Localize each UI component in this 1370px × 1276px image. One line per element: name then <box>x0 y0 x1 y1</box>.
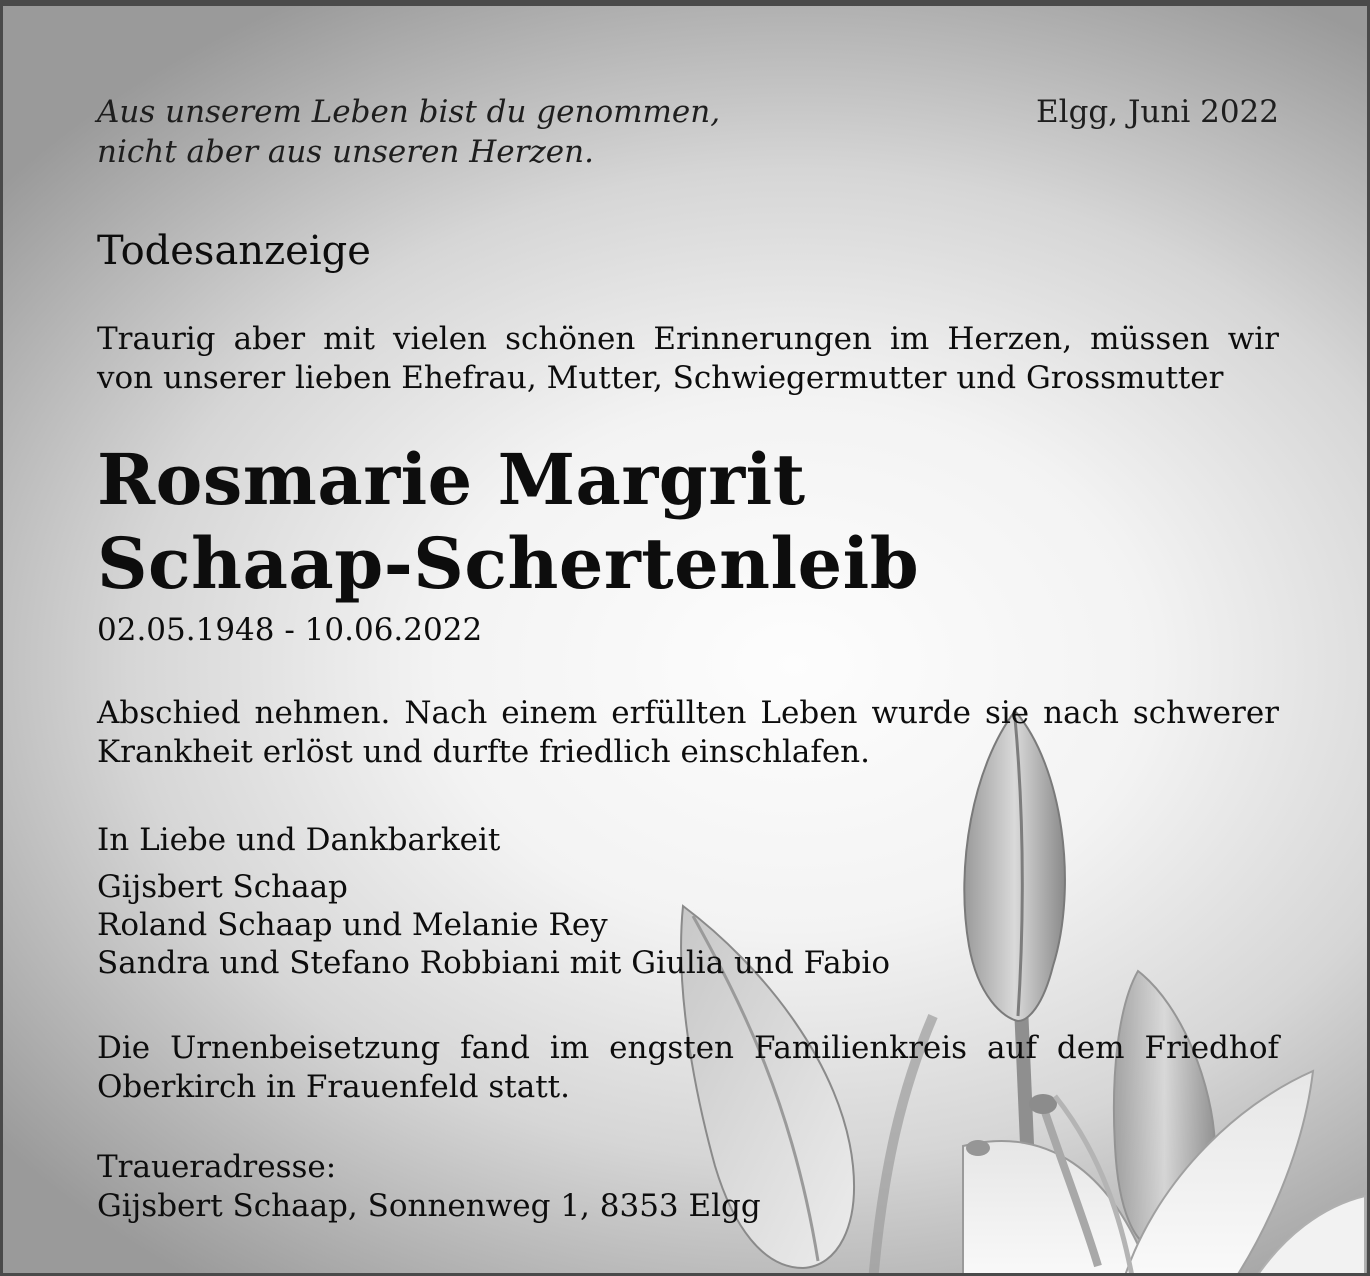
burial-line-2: Oberkirch in Frauenfeld statt. <box>97 1069 570 1105</box>
address-value: Gijsbert Schaap, Sonnenweg 1, 8353 Elgg <box>97 1188 761 1224</box>
intro-paragraph <box>97 320 1279 398</box>
mourners-list <box>97 868 890 982</box>
burial-paragraph <box>97 1029 1279 1107</box>
announcement-paragraph <box>97 694 1279 772</box>
mourner-name: Roland Schaap und Melanie Rey <box>97 907 608 943</box>
announcement-line-1: Abschied nehmen. Nach einem erfüllten Leben wurde sie nach schwerer <box>97 695 1279 731</box>
notice-heading: Todesanzeige <box>97 228 371 274</box>
announcement-line-2: Krankheit erlöst und durfte friedlich einschlafen. <box>97 734 871 770</box>
motto-quote <box>97 92 720 172</box>
motto-line-1: Aus unserem Leben bist du genommen, <box>97 94 721 130</box>
intro-line-2: von unserer lieben Ehefrau, Mutter, Schwiegermutter und Grossmutter <box>97 360 1224 396</box>
life-dates: 02.05.1948 - 10.06.2022 <box>97 612 483 648</box>
deceased-name <box>97 438 919 606</box>
mourner-name: Gijsbert Schaap <box>97 869 348 905</box>
mourning-address <box>97 1148 761 1226</box>
mourner-name: Sandra und Stefano Robbiani mit Giulia und Fabio <box>97 945 890 981</box>
address-label: Traueradresse: <box>97 1149 337 1185</box>
deceased-name-line-2: Schaap-Schertenleib <box>97 522 920 605</box>
place-date: Elgg, Juni 2022 <box>1036 94 1279 130</box>
intro-line-1: Traurig aber mit vielen schönen Erinnerungen im Herzen, müssen wir <box>97 321 1279 357</box>
burial-line-1: Die Urnenbeisetzung fand im engsten Familienkreis auf dem Friedhof <box>97 1030 1279 1066</box>
motto-line-2: nicht aber aus unseren Herzen. <box>97 134 594 170</box>
deceased-name-line-1: Rosmarie Margrit <box>97 438 806 521</box>
mourners-intro: In Liebe und Dankbarkeit <box>97 822 501 858</box>
